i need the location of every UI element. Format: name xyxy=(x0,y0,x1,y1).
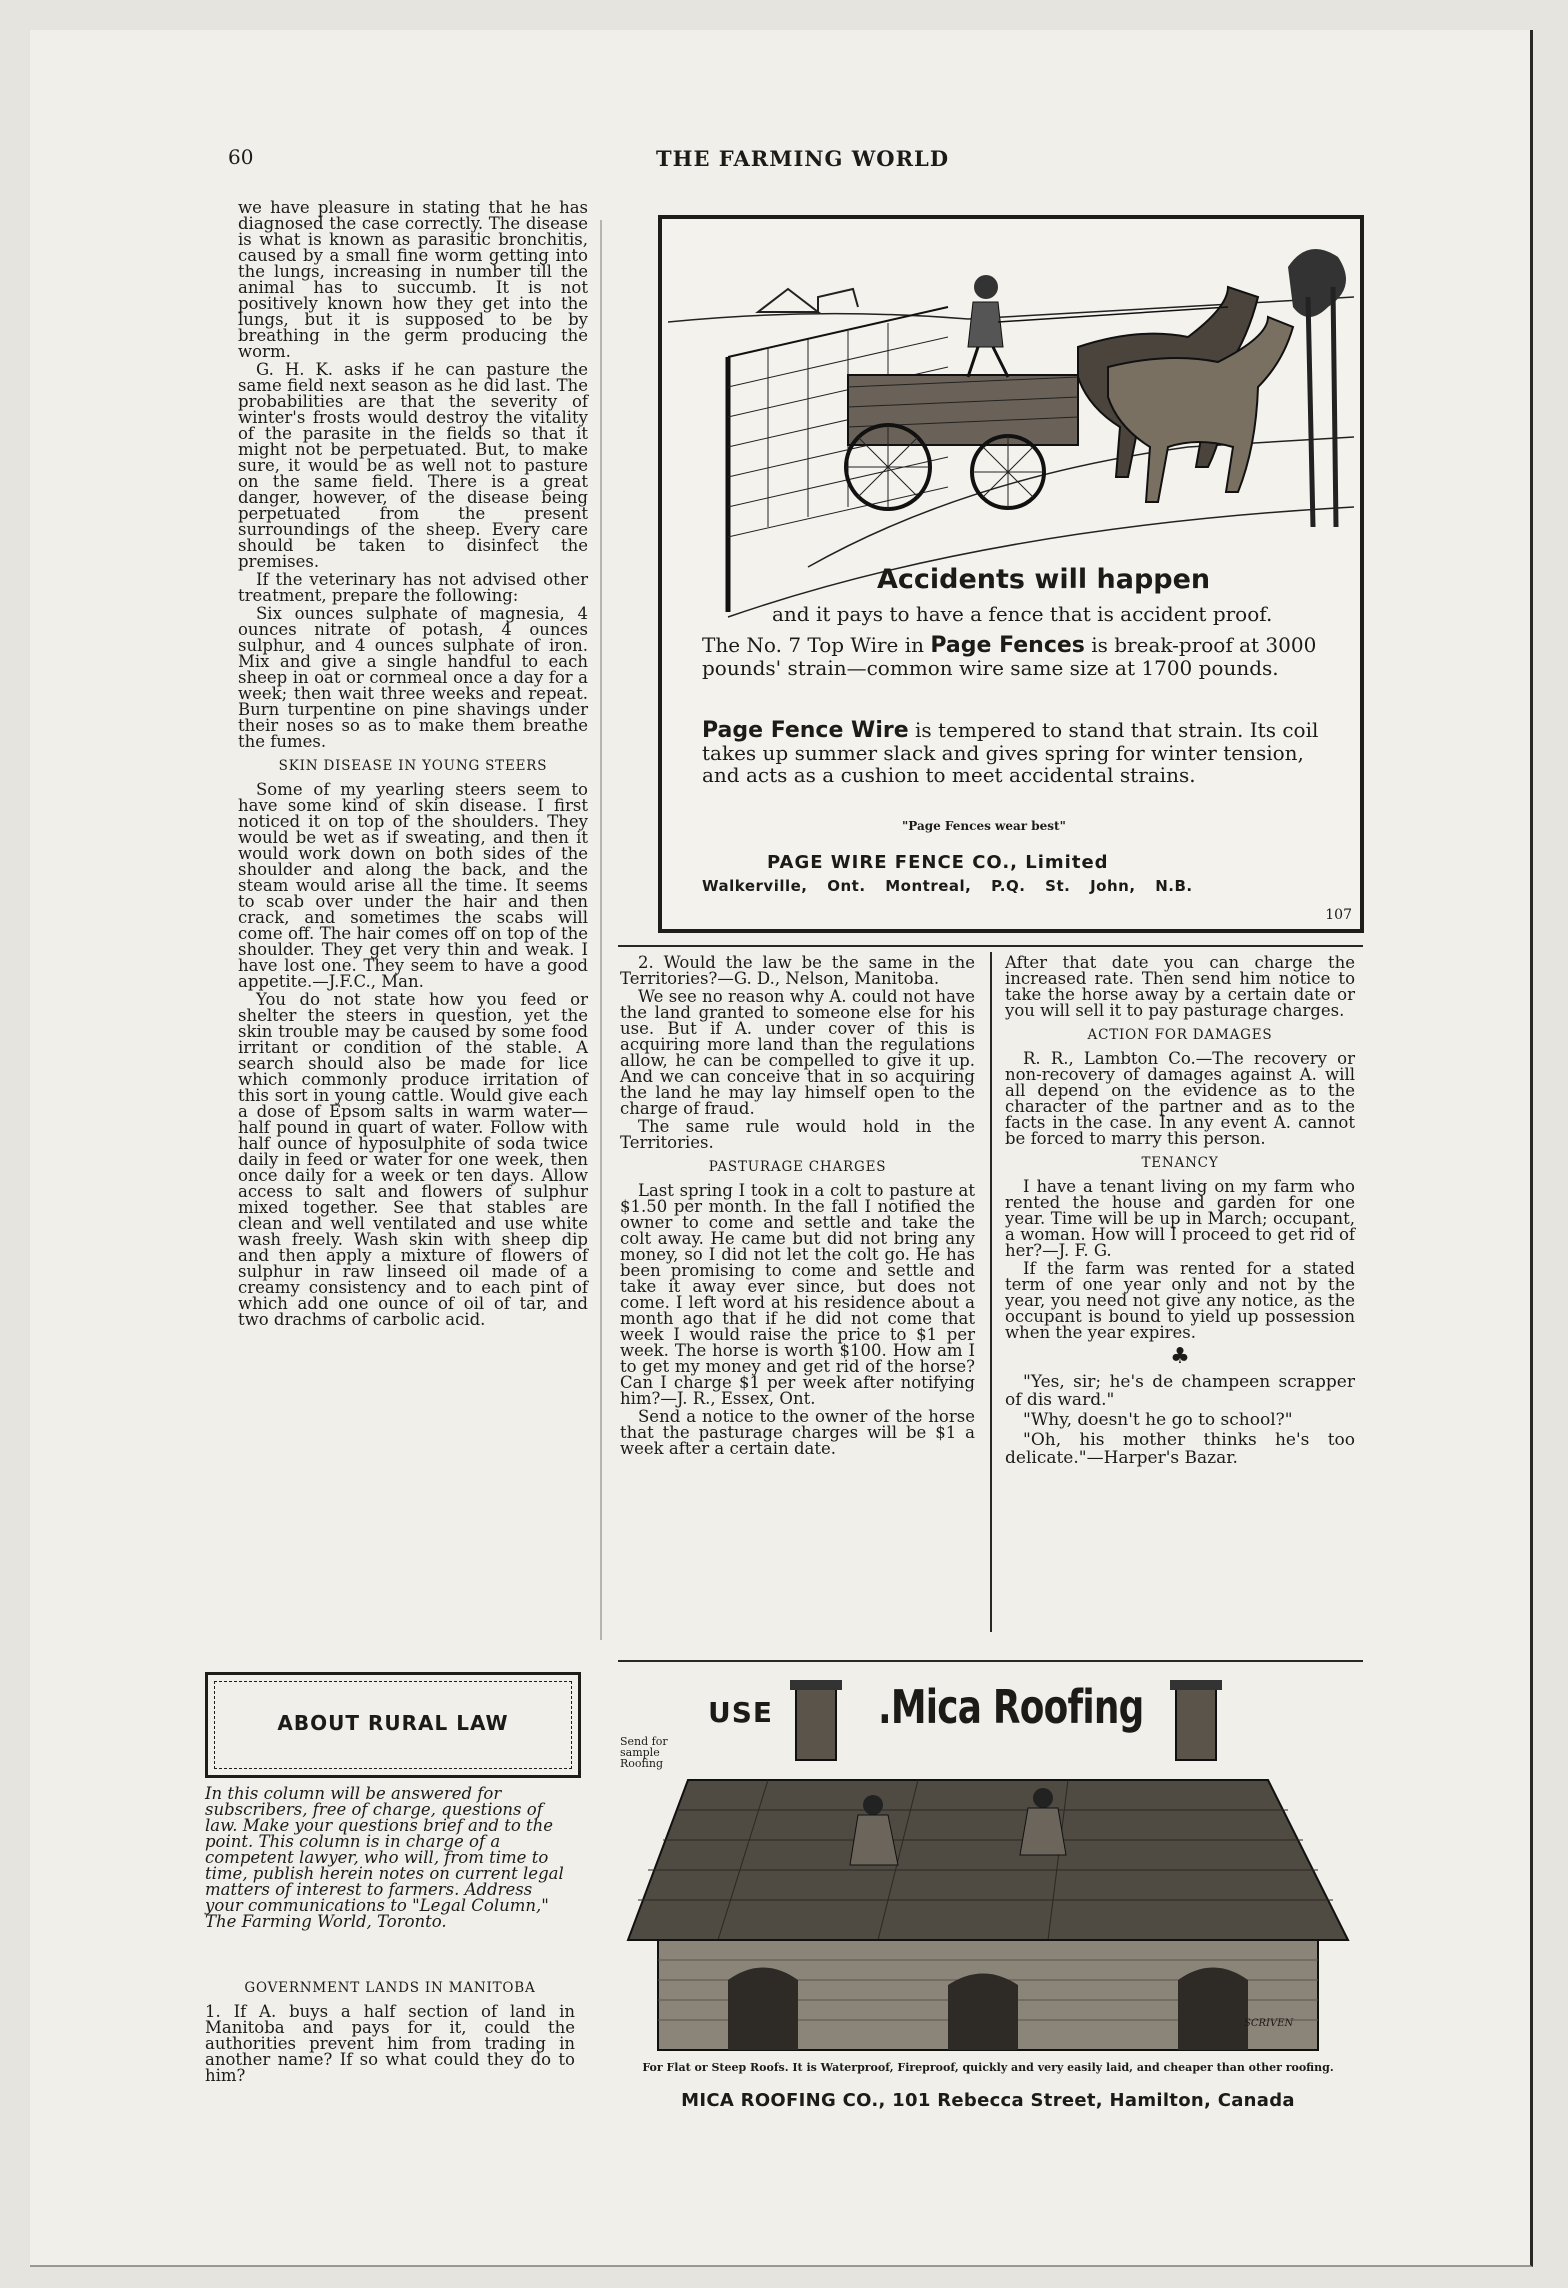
ad-text: is tempered to stand that strain. Its coil takes up summer slack and gives spring for winter tension, and acts as a cushion to meet accidental strains. xyxy=(702,718,1319,787)
ad-footnote: For Flat or Steep Roofs. It is Waterproof, Fireproof, quickly and very easily laid, and cheaper than other roofing. xyxy=(642,2061,1334,2074)
ad-brand-title: .Mica Roofing xyxy=(878,1680,1144,1734)
mica-roofing-advertisement xyxy=(618,1680,1358,2120)
ad-company: PAGE WIRE FENCE CO., Limited xyxy=(767,852,1109,873)
page-title: THE FARMING WORLD xyxy=(656,146,950,171)
rural-law-title: ABOUT RURAL LAW xyxy=(277,1711,509,1735)
paragraph: Six ounces sulphate of magnesia, 4 ounces nitrate of potash, 4 ounces sulphur, and 4 ounces sulphate of iron. Mix and give a single handful to each sheep in oat or cornmeal once a day for a week; then wait three weeks and repeat. Burn turpentine on pine shavings under their noses so as to make them breathe the fumes. xyxy=(238,604,588,751)
section-heading: SKIN DISEASE IN YOUNG STEERS xyxy=(278,758,548,774)
paragraph: 1. If A. buys a half section of land in Manitoba and pays for it, could the authorities prevent him from trading in another name? If so what could they do to him? xyxy=(205,2002,575,2085)
paragraph: I have a tenant living on my farm who rented the house and garden for one year. Time will be up in March; occupant, a woman. How will I proceed to get rid of her?—J. F. G. xyxy=(1005,1177,1355,1260)
middle-column xyxy=(620,955,975,1459)
paragraph: Some of my yearling steers seem to have some kind of skin disease. I first noticed it on top of the shoulders. They would be wet as if sweating, and then it would work down on both sides of the shoulder and along the back, and the steam would arise all the time. It seems to scab over under the hair and then crack, and sometimes the scabs will come off. The hair comes off on top of the shoulder. They get very thin and weak. I have lost one. They seem to have a good appetite.—J.F.C., Man. xyxy=(238,780,588,991)
joke-line: "Yes, sir; he's de champeen scrapper of dis ward." xyxy=(1005,1372,1355,1410)
paragraph: If the veterinary has not advised other treatment, prepare the following: xyxy=(238,570,588,605)
section-heading: GOVERNMENT LANDS IN MANITOBA xyxy=(244,1980,536,1996)
rural-law-column xyxy=(205,1972,575,2086)
house-illustration xyxy=(618,1680,1358,2060)
horizontal-rule xyxy=(618,1660,1363,1662)
ad-paragraph xyxy=(702,719,1330,786)
column-divider xyxy=(990,952,992,1632)
ad-use-label: USE xyxy=(708,1696,774,1729)
ornament-icon: ♣ xyxy=(1170,1344,1190,1369)
send-sample-note: Send for sample Roofing xyxy=(620,1735,668,1770)
page-number: 60 xyxy=(228,145,254,169)
paragraph: 2. Would the law be the same in the Territories?—G. D., Nelson, Manitoba. xyxy=(620,953,975,988)
paragraph: Last spring I took in a colt to pasture at $1.50 per month. In the fall I notified the owner to come and settle and take the colt away. He came but did not bring any money, so I did not let the colt go. He has been promising to come and settle and take it away ever since, but does not come. I left word at his residence about a month ago that if he did not come that week I would raise the price to $1 per week. The horse is worth $100. How am I to get my money and get rid of the horse? Can I charge $1 per week after notifying him?—J. R., Essex, Ont. xyxy=(620,1181,975,1408)
paragraph: Send a notice to the owner of the horse that the pasturage charges will be $1 a week after a certain date. xyxy=(620,1407,975,1458)
ad-text: The No. 7 Top Wire in xyxy=(702,633,931,657)
section-heading: ACTION FOR DAMAGES xyxy=(1087,1027,1273,1043)
artist-signature: SCRIVEN xyxy=(1244,2018,1294,2029)
rural-law-intro: In this column will be answered for subscribers, free of charge, questions of law. Make your questions brief and to the point. This column is in charge of a competent lawyer, who will, from time to time, publish herein notes on current legal matters of interest to farmers. Address your communications to "Legal Column," The Farming World, Toronto. xyxy=(205,1784,564,1931)
paragraph: R. R., Lambton Co.—The recovery or non-recovery of damages against A. will all depend on the evidence as to the character of the partner and as to the facts in the case. In any event A. cannot be forced to marry this person. xyxy=(1005,1049,1355,1148)
ad-headline: Accidents will happen xyxy=(877,564,1211,595)
section-heading: PASTURAGE CHARGES xyxy=(708,1159,887,1175)
ad-brand-text: Page Fence Wire xyxy=(702,718,909,743)
left-column-upper xyxy=(238,200,588,1330)
ad-text: is break-proof at 3000 pounds' strain—common wire same size at 1700 pounds. xyxy=(702,633,1317,680)
horizontal-rule xyxy=(618,945,1363,947)
ad-company: MICA ROOFING CO., 101 Rebecca Street, Hamilton, Canada xyxy=(681,2090,1295,2111)
rural-law-title-box xyxy=(205,1672,581,1778)
ad-addresses: Walkerville, Ont. Montreal, P.Q. St. John, N.B. xyxy=(702,877,1193,895)
right-column xyxy=(1005,955,1355,1469)
paragraph: You do not state how you feed or shelter the steers in question, yet the skin trouble may be caused by some food irritant or condition of the stable. A search should also be made for lice which commonly produce irritation of this sort in young cattle. Would give each a dose of Epsom salts in warm water—half pound in quart of water. Follow with half ounce of hyposulphite of soda twice daily in feed or water for one week, then once daily for a week or ten days. Allow access to salt and flowers of sulphur mixed together. See that stables are clean and well ventilated and use white wash freely. Wash skin with sheep dip and then apply a mixture of flowers of sulphur in raw linseed oil made of a creamy consistency and to each pint of which add one ounce of oil of tar, and two drachms of carbolic acid. xyxy=(238,990,588,1329)
paragraph: G. H. K. asks if he can pasture the same field next season as he did last. The probabilities are that the severity of winter's frosts would destroy the vitality of the parasite in the fields so that it might not be perpetuated. But, to make sure, it would be as well not to pasture on the same field. There is a great danger, however, of the disease being perpetuated from the present surroundings of the sheep. Every care should be taken to disinfect the premises. xyxy=(238,360,588,571)
paragraph: If the farm was rented for a stated term of one year only and not by the year, you need not give any notice, as the occupant is bound to yield up possession when the year expires. xyxy=(1005,1259,1355,1342)
page-fence-advertisement xyxy=(658,215,1364,933)
paragraph: The same rule would hold in the Territories. xyxy=(620,1117,975,1152)
ad-number: 107 xyxy=(1325,907,1352,923)
ad-paragraph xyxy=(702,634,1330,679)
ad-brand-text: Page Fences xyxy=(930,633,1085,658)
paragraph: After that date you can charge the increased rate. Then send him notice to take the horse away by a certain date or you will sell it to pay pasturage charges. xyxy=(1005,953,1355,1020)
joke-line: "Why, doesn't he go to school?" xyxy=(1023,1410,1293,1430)
ad-slogan: "Page Fences wear best" xyxy=(902,819,1066,833)
paragraph: We see no reason why A. could not have the land granted to someone else for his use. But if A. under cover of this is acquiring more land than the regulations allow, he can be compelled to give it up. And we can conceive that in so acquiring the land he may lay himself open to the charge of fraud. xyxy=(620,987,975,1118)
ad-subline: and it pays to have a fence that is accident proof. xyxy=(772,602,1273,626)
joke-line: "Oh, his mother thinks he's too delicate."—Harper's Bazar. xyxy=(1005,1430,1355,1468)
section-heading: TENANCY xyxy=(1141,1155,1219,1171)
column-divider xyxy=(600,220,602,1640)
paragraph: we have pleasure in stating that he has diagnosed the case correctly. The disease is what is known as parasitic bronchitis, caused by a small fine worm getting into the lungs, increasing in number till the animal has to succumb. It is not positively known how they get into the lungs, but it is supposed to be by breathing in the germ producing the worm. xyxy=(238,198,588,361)
